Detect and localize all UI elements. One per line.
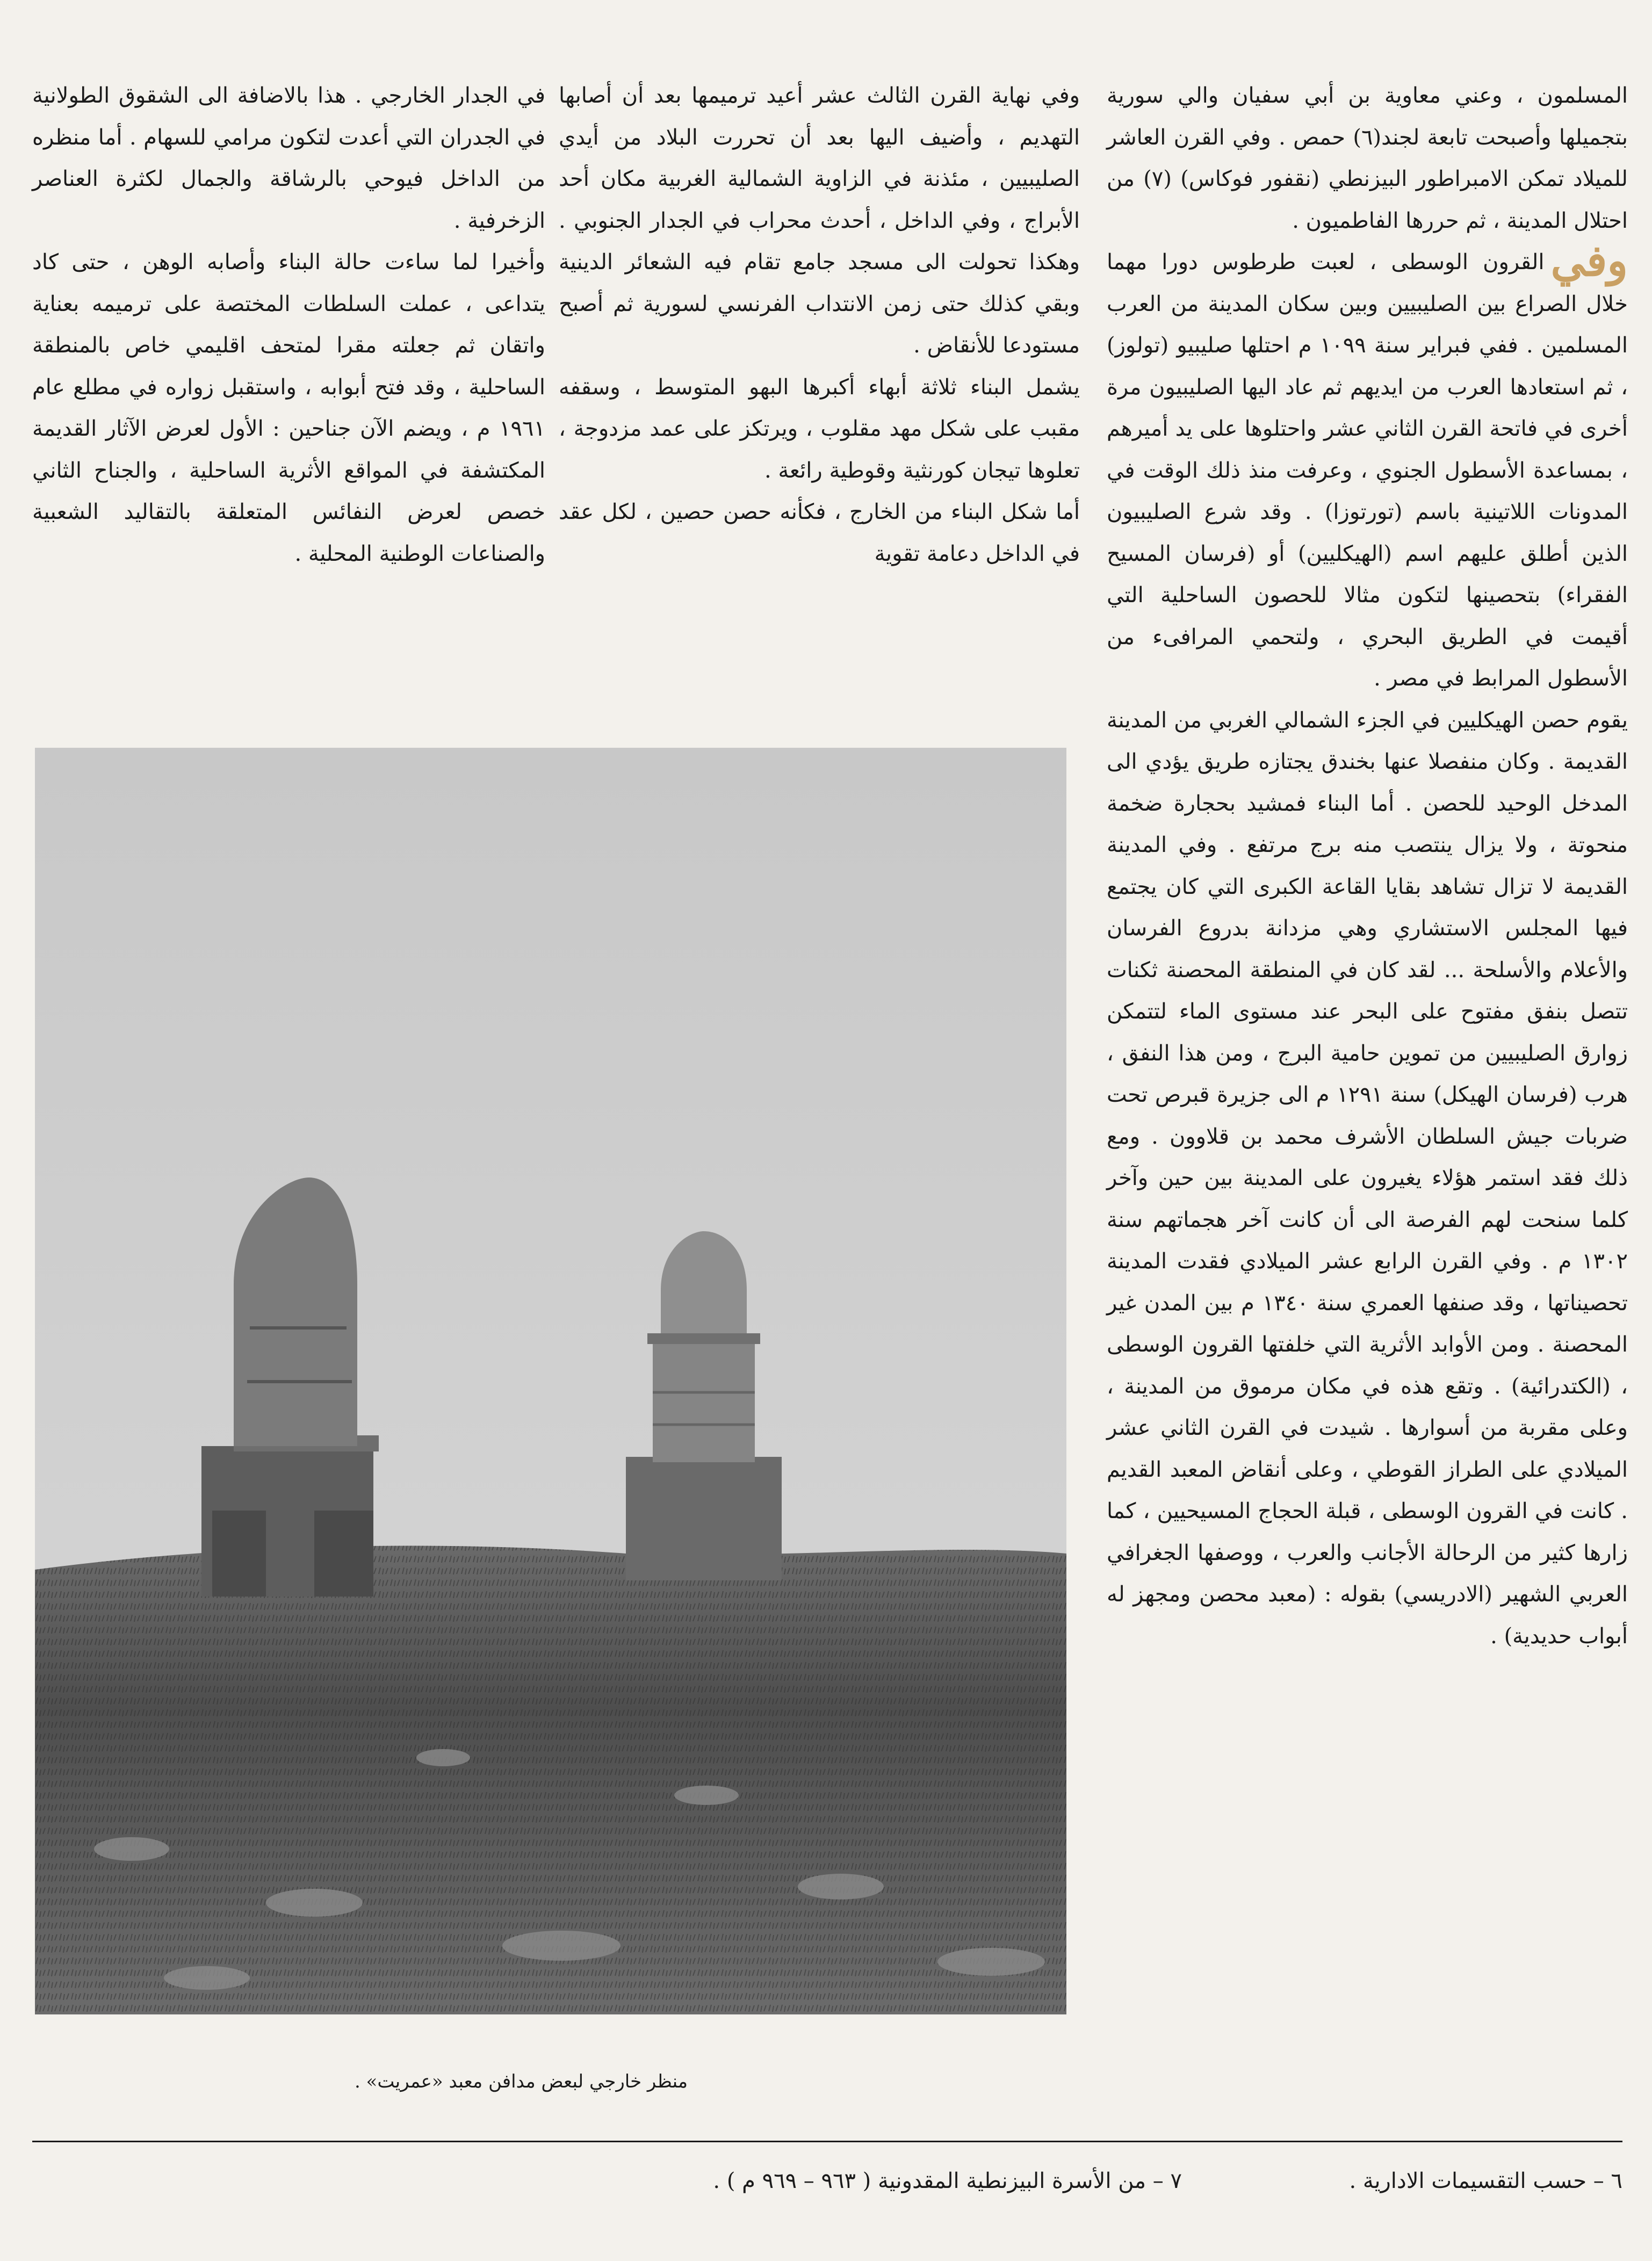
- footnotes: [32, 2165, 1622, 2197]
- paragraph: وأخيرا لما ساءت حالة البناء وأصابه الوهن ، حتى كاد يتداعى ، عملت السلطات المختصة على ترميمه بعناية واتقان ثم جعلته مقرا لمتحف اقليمي خاص بالمنطقة الساحلية ، وقد فتح أبوابه ، واستقبل زواره في مطلع عام ١٩٦١ م ، ويضم الآن جناحين : الأول لعرض الآثار القديمة المكتشفة في المواقع الأثرية الساحلية ، والجناح الثاني خصص لعرض النفائس المتعلقة بالتقاليد الشعبية والصناعات الوطنية المحلية .: [32, 250, 545, 566]
- photo-illustration: [35, 748, 1066, 2014]
- paragraph: أما شكل البناء من الخارج ، فكأنه حصن حصين ، لكل عقد في الداخل دعامة تقوية: [559, 500, 1080, 566]
- paragraph: وفي نهاية القرن الثالث عشر أعيد ترميمها بعد أن أصابها التهديم ، وأضيف اليها بعد أن تحررت البلاد من أيدي الصليبيين ، مئذنة في الزاوية الشمالية الغربية مكان أحد الأبراج ، وفي الداخل ، أحدث محراب في الجدار الجنوبي . وهكذا تحولت الى مسجد جامع تقام فيه الشعائر الدينية وبقي كذلك حتى زمن الانتداب الفرنسي لسورية ثم أصبح مستودعا للأنقاض .: [559, 83, 1080, 358]
- paragraph: يشمل البناء ثلاثة أبهاء أكبرها البهو المتوسط ، وسقفه مقبب على شكل مهد مقلوب ، ويرتكز على عمد مزدوجة ، تعلوها تيجان كورنثية وقوطية رائعة .: [559, 374, 1080, 483]
- text-column-right: [1107, 75, 1628, 1657]
- photograph-amrit-tombs: [35, 748, 1066, 2014]
- footnote-6: ٦ – حسب التقسيمات الادارية .: [1349, 2169, 1622, 2193]
- paragraph: المسلمون ، وعني معاوية بن أبي سفيان والي سورية بتجميلها وأصبحت تابعة لجند(٦) حمص . وفي القرن العاشر للميلاد تمكن الامبراطور البيزنطي (نقفور فوكاس) (٧) من احتلال المدينة ، ثم حررها الفاطميون .: [1107, 83, 1628, 233]
- text-column-middle: [559, 75, 1080, 575]
- paragraph: [1107, 235, 1628, 700]
- photo-caption: منظر خارجي لبعض مدافن معبد «عمريت» .: [354, 2071, 688, 2092]
- paragraph: في الجدار الخارجي . هذا بالاضافة الى الشقوق الطولانية في الجدران التي أعدت لتكون مرامي للسهام . أما منظره من الداخل فيوحي بالرشاقة والجمال لكثرة العناصر الزخرفية .: [32, 83, 545, 233]
- paragraph-text: القرون الوسطى ، لعبت طرطوس دورا مهما خلال الصراع بين الصليبيين وبين سكان المدينة من العرب المسلمين . ففي فبراير سنة ١٠٩٩ م احتلها صليبيو (تولوز) ، ثم استعادها العرب من ايديهم ثم عاد اليها الصليبيون مرة أخرى في فاتحة القرن الثاني عشر واحتلوها على يد أميرهم ، بمساعدة الأسطول الجنوي ، وعرفت منذ ذلك الوقت في المدونات اللاتينية باسم (تورتوزا) . وقد شرع الصليبيون الذين أطلق عليهم اسم (الهيكليين) أو (فرسان المسيح الفقراء) بتحصينها لتكون مثالا للحصون الساحلية التي أقيمت في الطريق البحري ، ولتحمي المرافىء من الأسطول المرابط في مصر .: [1107, 250, 1628, 691]
- text-column-left: [32, 75, 545, 575]
- drop-cap: وفي: [1550, 235, 1628, 286]
- paragraph: يقوم حصن الهيكليين في الجزء الشمالي الغربي من المدينة القديمة . وكان منفصلا عنها بخندق يجتازه طريق يؤدي الى المدخل الوحيد للحصن . أما البناء فمشيد بحجارة ضخمة منحوتة ، ولا يزال ينتصب منه برج مرتفع . وفي المدينة القديمة لا تزال تشاهد بقايا القاعة الكبرى التي كان يجتمع فيها المجلس الاستشاري وهي مزدانة بدروع الفرسان والأعلام والأسلحة ... لقد كان في المنطقة المحصنة ثكنات تتصل بنفق مفتوح على البحر عند مستوى الماء لتتمكن زوارق الصليبيين من تموين حامية البرج ، ومن هذا النفق ، هرب (فرسان الهيكل) سنة ١٢٩١ م الى جزيرة قبرص تحت ضربات جيش السلطان الأشرف محمد بن قلاوون . ومع ذلك فقد استمر هؤلاء يغيرون على المدينة بين حين وآخر كلما سنحت لهم الفرصة الى أن كانت آخر هجماتهم سنة ١٣٠٢ م . وفي القرن الرابع عشر الميلادي فقدت المدينة تحصيناتها ، وقد صنفها العمري سنة ١٣٤٠ م بين المدن غير المحصنة . ومن الأوابد الأثرية التي خلفتها القرون الوسطى ، (الكتدرائية) . وتقع هذه في مكان مرموق من المدينة ، وعلى مقربة من أسوارها . شيدت في القرن الثاني عشر الميلادي على الطراز القوطي ، وعلى أنقاض المعبد القديم . كانت في القرون الوسطى ، قبلة الحجاج المسيحيين ، كما زارها كثير من الرحالة الأجانب والعرب ، ووصفها الجغرافي العربي الشهير (الادريسي) بقوله : (معبد محصن ومجهز له أبواب حديدية) .: [1107, 707, 1628, 1649]
- footnote-divider: [32, 2141, 1622, 2142]
- footnote-7: ٧ – من الأسرة البيزنطية المقدونية ( ٩٦٣ – ٩٦٩ م ) .: [713, 2169, 1182, 2193]
